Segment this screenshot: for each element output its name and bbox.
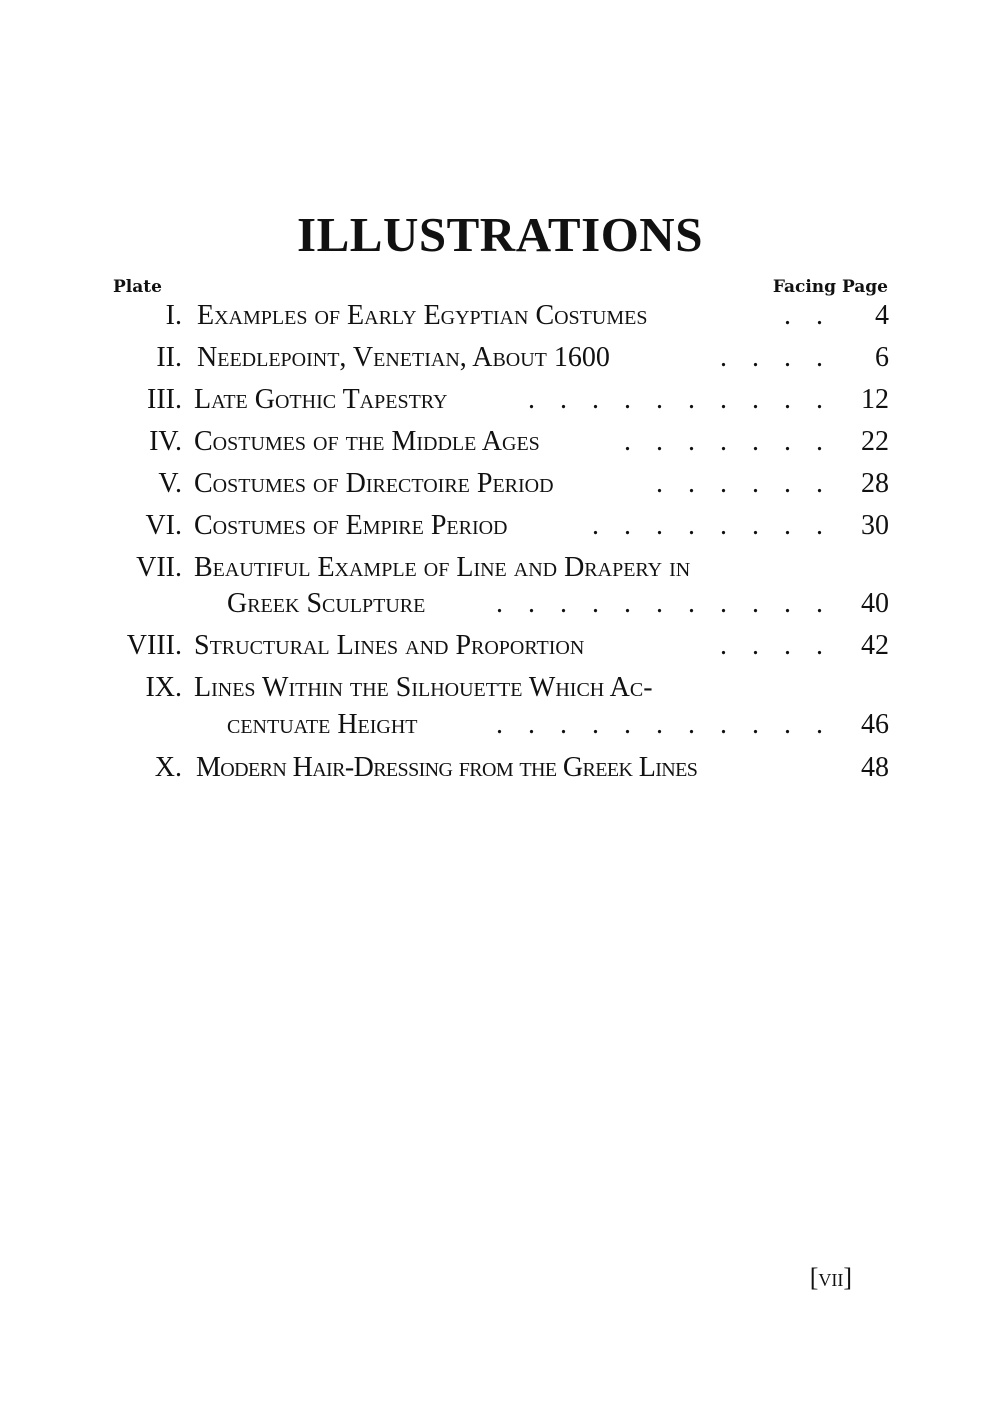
toc-entry [0,748,1000,788]
facing-page-number: 12 [861,384,889,415]
dot-leader: . . . . . . . [624,426,832,457]
facing-page-number: 46 [861,709,889,740]
entry-title: Late Gothic Tapestry [194,384,448,415]
entry-title: Examples of Early Egyptian Costumes [197,300,648,331]
plate-numeral: X. [154,752,182,783]
facing-page-number: 42 [861,630,889,661]
dot-leader: . . . . [720,630,832,661]
toc-entry [0,668,1000,708]
toc-entry [0,626,1000,666]
entry-title: Structural Lines and Proportion [194,630,585,661]
dot-leader: . . [784,300,832,331]
dot-leader: . . . . . . . . . . . [496,588,832,619]
plate-numeral: IX. [145,672,182,703]
entry-title: Beautiful Example of Line and Drapery in [194,552,691,583]
plate-numeral: V. [158,468,182,499]
facing-page-number: 28 [861,468,889,499]
entry-title-continuation: Greek Sculpture [227,588,426,619]
facing-page-number: 48 [861,752,889,783]
facing-page-number: 40 [861,588,889,619]
entry-title: Lines Within the Silhouette Which Ac- [194,672,653,703]
facing-page-number: 4 [875,300,889,331]
facing-page-number: 22 [861,426,889,457]
plate-numeral: II. [156,342,182,373]
entry-title: Costumes of the Middle Ages [194,426,540,457]
dot-leader: . . . . . . . . [592,510,832,541]
page-title: ILLUSTRATIONS [297,207,703,262]
entry-title: Costumes of Empire Period [194,510,508,541]
dot-leader: . . . . [720,342,832,373]
entry-title: Needlepoint, Venetian, About 1600 [197,342,610,373]
plate-numeral: III. [147,384,182,415]
plate-numeral: VI. [145,510,182,541]
dot-leader: . . . . . . . . . . [528,384,832,415]
facing-page-number: 6 [875,342,889,373]
facing-page-column-header: Facing Page [772,277,888,297]
entry-title-continuation: centuate Height [227,709,418,740]
facing-page-number: 30 [861,510,889,541]
toc-entry-continuation [0,584,1000,624]
page-folio: [vii] [809,1263,852,1292]
plate-numeral: IV. [149,426,182,457]
toc-entry [0,464,1000,504]
toc-entry [0,338,1000,378]
plate-numeral: VIII. [126,630,182,661]
plate-numeral: I. [165,300,182,331]
toc-entry [0,506,1000,546]
toc-entry [0,296,1000,336]
dot-leader: . . . . . . . . . . . [496,709,832,740]
dot-leader: . . . . . . [656,468,832,499]
toc-entry [0,548,1000,588]
plate-column-header: Plate [113,277,162,297]
toc-entry-continuation [0,705,1000,745]
toc-entry [0,380,1000,420]
plate-numeral: VII. [136,552,182,583]
entry-title: Costumes of Directoire Period [194,468,554,499]
toc-entry [0,422,1000,462]
entry-title: Modern Hair-Dressing from the Greek Lines [196,752,698,783]
